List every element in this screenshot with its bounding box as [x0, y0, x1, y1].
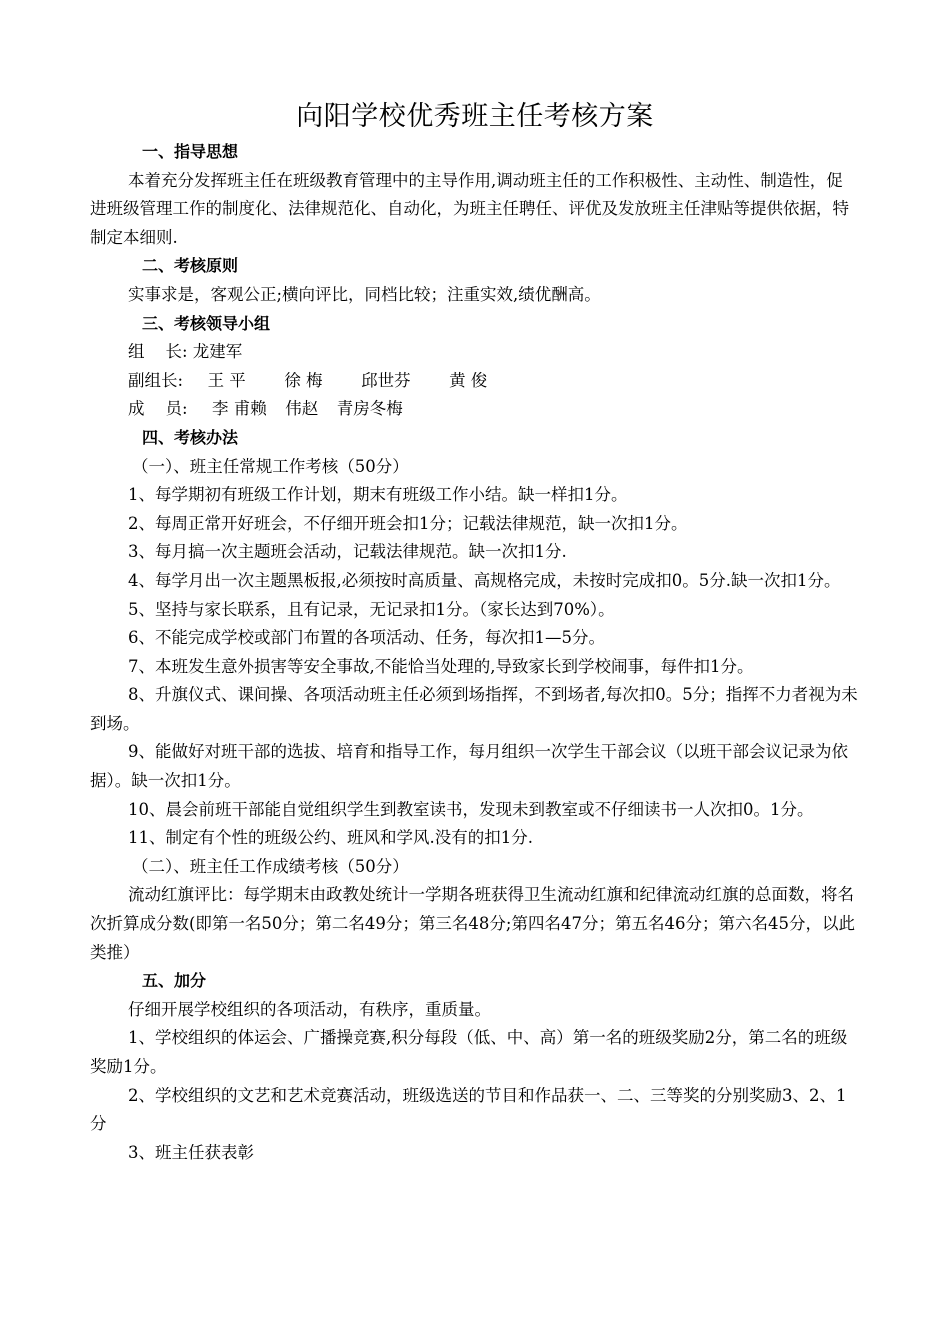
assessment-item: 7、本班发生意外损害等安全事故,不能恰当处理的,导致家长到学校闹事，每件扣1分。: [128, 656, 754, 676]
assessment-item: 9、能做好对班干部的选拔、培育和指导工作，每月组织一次学生干部会议（以班干部会议记录为依据）。缺一次扣1分。: [90, 742, 848, 791]
paragraph-principles: 实事求是，客观公正;横向评比，同档比较；注重实效,绩优酬高。: [128, 284, 601, 304]
assessment-item: 1、每学期初有班级工作计划，期末有班级工作小结。缺一样扣1分。: [128, 485, 628, 505]
leader-line: [90, 338, 858, 367]
bonus-item: 1、学校组织的体运会、广播操竞赛,积分每段（低、中、高）第一名的班级奖励2分，第二名的班级奖励1分。: [90, 1028, 848, 1076]
assessment-item: 3、每月搞一次主题班会活动，记载法律规范。缺一次扣1分.: [128, 542, 567, 562]
document-body: [90, 138, 858, 1167]
deputy-label: 副组长:: [128, 370, 184, 390]
deputy-name: 徐 梅: [284, 370, 323, 390]
section-heading-guiding-thought: 一、指导思想: [142, 142, 239, 161]
assessment-item: 6、不能完成学校或部门布置的各项活动、任务，每次扣1—5分。: [128, 628, 605, 648]
section-heading-assessment-methods: 四、考核办法: [142, 427, 239, 447]
paragraph-guiding-thought: 本着充分发挥班主任在班级教育管理中的主导作用,调动班主任的工作积极性、主动性、制造性，促进班级管理工作的制度化、法律规范化、自动化，为班主任聘任、评优及发放班主任津贴等提供依据，特制定本细则.: [90, 170, 849, 247]
assessment-item: 8、升旗仪式、课间操、各项活动班主任必须到场指挥，不到场者,每次扣0。5分；指挥不力者视为未到场。: [90, 685, 858, 733]
deputy-name: 邱世芬: [361, 370, 411, 390]
section-heading-bonus: 五、加分: [142, 971, 207, 991]
assessment-item: 5、坚持与家长联系，且有记录，无记录扣1分。（家长达到70%）。: [128, 599, 615, 619]
leader-name: 龙建军: [192, 342, 243, 362]
deputy-line: [90, 367, 858, 396]
assessment-item: 10、晨会前班干部能自觉组织学生到教室读书，发现未到教室或不仔细读书一人次扣0。1分。: [128, 799, 814, 819]
document-title: 向阳学校优秀班主任考核方案: [296, 101, 654, 132]
deputy-name: 黄 俊: [449, 370, 488, 390]
leader-label: 组 长:: [128, 342, 188, 362]
member-line: [90, 395, 858, 424]
member-name: 伟赵: [285, 399, 319, 419]
deputy-name: 王 平: [207, 370, 246, 390]
bonus-item: 3、班主任获表彰: [128, 1142, 254, 1162]
section-heading-leadership-group: 三、考核领导小组: [142, 313, 271, 333]
member-label: 成 员:: [128, 399, 188, 419]
paragraph-bonus-intro: 仔细开展学校组织的各项活动，有秩序，重质量。: [128, 999, 491, 1019]
member-name: 李 甫赖: [212, 399, 267, 419]
subsection-performance: （二）、班主任工作成绩考核（50分）: [132, 856, 409, 876]
assessment-item: 2、每周正常开好班会，不仔细开班会扣1分；记载法律规范，缺一次扣1分。: [128, 513, 688, 533]
section-heading-principles: 二、考核原则: [142, 256, 239, 276]
assessment-item: 11、制定有个性的班级公约、班风和学风.没有的扣1分.: [128, 828, 533, 848]
subsection-routine-work: （一）、班主任常规工作考核（50分）: [132, 456, 409, 476]
paragraph-red-flag: 流动红旗评比：每学期末由政教处统计一学期各班获得卫生流动红旗和纪律流动红旗的总面数，将名次折算成分数(即第一名50分；第二名49分；第三名48分;第四名47分；第五名46分；第六名45分，以此类推）: [90, 885, 855, 962]
assessment-item: 4、每学月出一次主题黑板报,必须按时高质量、高规格完成，未按时完成扣0。5分.缺一次扣1分。: [128, 570, 841, 590]
member-name: 青房冬梅: [336, 399, 403, 419]
bonus-item: 2、学校组织的文艺和艺术竞赛活动，班级选送的节目和作品获一、二、三等奖的分别奖励3、2、1分: [90, 1085, 847, 1134]
